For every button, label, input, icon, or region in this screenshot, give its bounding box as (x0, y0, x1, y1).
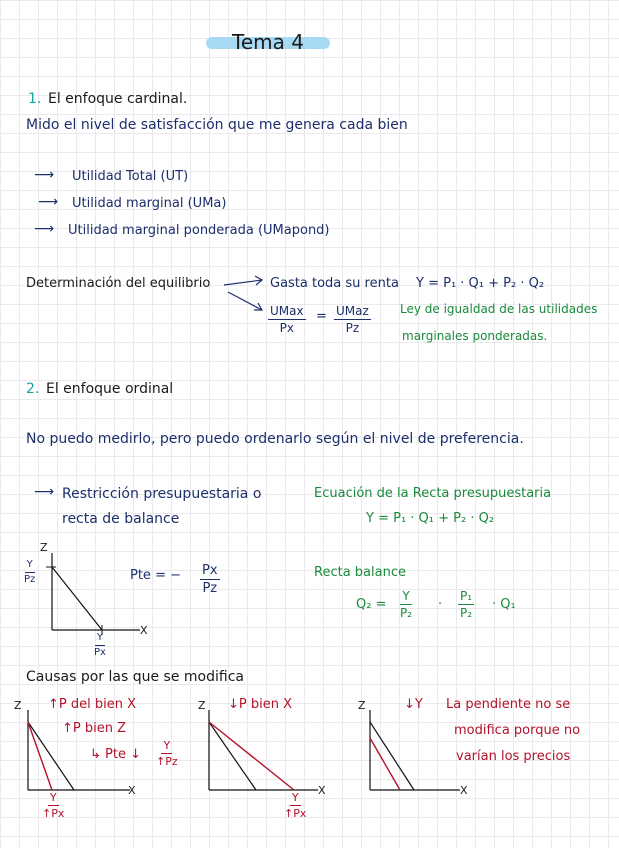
item-utilidad-ponderada: Utilidad marginal ponderada (UMapond) (68, 223, 330, 238)
arrow-right-icon: ⟶ (38, 194, 59, 210)
budget-text: Gasta toda su renta (270, 276, 399, 291)
restriction-line-1: Restricción presupuestaria o (62, 486, 262, 502)
graph3-explanation-2: modifica porque no (454, 723, 581, 738)
graph1-note-1: ↑P del bien X (48, 697, 136, 712)
fraction-denominator: P₂ (460, 606, 473, 620)
causes-heading: Causas por las que se modifica (26, 669, 244, 685)
equation-label: Ecuación de la Recta presupuestaria (314, 486, 552, 501)
graph1-note-3: ↳ Pte ↓ (90, 747, 141, 762)
section2-heading: El enfoque ordinal (46, 381, 174, 397)
arrow-right-icon: ⟶ (34, 167, 55, 183)
restriction-line-2: recta de balance (62, 511, 180, 527)
equals-sign: = (316, 309, 327, 324)
arrow-right-icon: ⟶ (34, 484, 55, 500)
equilibrium-label: Determinación del equilibrio (26, 276, 211, 291)
fraction-numerator: UMaz (336, 304, 369, 318)
section1-heading: El enfoque cardinal. (48, 91, 188, 107)
fraction-denominator: ↑Pz (156, 755, 178, 768)
section1-description: Mido el nivel de satisfacción que me genera cada bien (26, 117, 408, 133)
section1-number: 1. (28, 91, 42, 107)
balance-rhs: · Q₁ (492, 597, 516, 612)
slope-label: Pte = − (130, 568, 181, 583)
fraction-numerator: Y (49, 791, 57, 804)
graph3-explanation-1: La pendiente no se (446, 697, 571, 712)
fraction-denominator: ↑Px (284, 807, 307, 820)
fraction-numerator: Y (25, 560, 35, 573)
fraction-denominator: Pz (345, 321, 360, 335)
fraction-denominator: Pz (202, 581, 218, 596)
balance-operator: · (438, 597, 443, 612)
section2-description: No puedo medirlo, pero puedo ordenarlo según el nivel de preferencia. (26, 431, 524, 447)
fraction-denominator: ↑Px (42, 807, 65, 820)
graph3-note: ↓Y (404, 697, 423, 712)
fraction-numerator: P₁ (460, 589, 473, 603)
graph1-x-label: X (128, 784, 136, 797)
fraction-numerator: Y (402, 589, 410, 603)
balance-label: Recta balance (314, 565, 406, 580)
law-line-1: Ley de igualdad de las utilidades (400, 302, 598, 316)
graph2-x-label: X (318, 784, 326, 797)
arrow-right-icon: ⟶ (34, 221, 55, 237)
budget-formula: Y = P₁ · Q₁ + P₂ · Q₂ (416, 276, 545, 291)
fraction-numerator: Y (95, 633, 105, 646)
graph3-x-label: X (460, 784, 468, 797)
graph1-note-2: ↑P bien Z (62, 721, 127, 736)
section2-number: 2. (26, 381, 40, 397)
fraction-denominator: Px (279, 321, 294, 335)
item-utilidad-marginal: Utilidad marginal (UMa) (72, 196, 227, 211)
fraction-numerator: Y (163, 739, 171, 752)
fraction-numerator: Y (291, 791, 299, 804)
fraction-denominator: Pz (24, 574, 36, 585)
equation-formula: Y = P₁ · Q₁ + P₂ · Q₂ (366, 511, 495, 526)
fraction-denominator: Px (94, 647, 106, 658)
fraction-numerator: UMax (270, 304, 304, 318)
axis-z-label: Z (40, 541, 48, 554)
fraction-denominator: P₂ (400, 606, 413, 620)
balance-lhs: Q₂ = (356, 597, 387, 612)
graph1-z-label: Z (14, 699, 22, 712)
item-utilidad-total: Utilidad Total (UT) (72, 169, 189, 184)
graph3-explanation-3: varían los precios (456, 749, 571, 764)
law-line-2: marginales ponderadas. (402, 329, 548, 343)
graph2-note: ↓P bien X (228, 697, 293, 712)
axis-x-label: X (140, 624, 148, 637)
graph2-z-label: Z (198, 699, 206, 712)
page-title: Tema 4 (232, 30, 304, 54)
fraction-numerator: Px (202, 563, 218, 578)
graph3-z-label: Z (358, 699, 366, 712)
